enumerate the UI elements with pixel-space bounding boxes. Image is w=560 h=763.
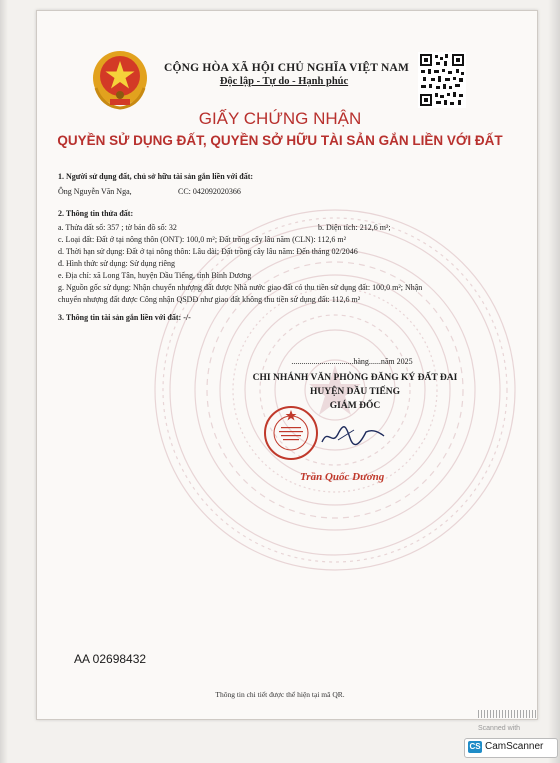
owner-id: CC: 042092020366 xyxy=(178,187,241,196)
section3-heading: 3. Thông tin tài sản gắn liền với đất: -/- xyxy=(58,313,191,322)
owner-name: Ông Nguyễn Văn Nga, xyxy=(58,187,132,196)
handwritten-signature xyxy=(318,422,388,450)
barcode-strip xyxy=(478,710,538,718)
usage-origin-line1: g. Nguồn gốc sử dụng: Nhận chuyển nhượng đất được Nhà nước giao đất có thu tiền sử dụng đất: 100,0 m²; Nhận xyxy=(58,283,423,292)
camscanner-label: CamScanner xyxy=(485,741,544,752)
section2-heading: 2. Thông tin thửa đất: xyxy=(58,209,134,218)
section1-heading: 1. Người sử dụng đất, chủ sở hữu tài sản gắn liền với đất: xyxy=(58,172,254,181)
qr-code[interactable] xyxy=(418,52,466,108)
national-emblem xyxy=(88,48,152,112)
scanned-with-label: Scanned with xyxy=(478,725,521,732)
nation-header: CỘNG HÒA XÃ HỘI CHỦ NGHĨA VIỆT NAM xyxy=(164,62,410,74)
parcel-address: e. Địa chỉ: xã Long Tân, huyện Dầu Tiếng, tỉnh Bình Dương xyxy=(58,271,252,280)
usage-origin-line2: chuyển nhượng đất được Công nhận QSDĐ như giao đất không thu tiền sử dụng đất: 112,6 m² xyxy=(58,295,361,304)
certificate-serial: AA 02698432 xyxy=(74,652,147,666)
signer-name: Trần Quốc Dương xyxy=(300,471,385,483)
signer-role: GIÁM ĐỐC xyxy=(329,401,381,411)
land-type: c. Loại đất: Đất ở tại nông thôn (ONT): 100,0 m²; Đất trồng cây lâu năm (CLN): 112,6 m² xyxy=(58,235,347,244)
parcel-number: a. Thửa đất số: 357 ; tờ bản đồ số: 32 xyxy=(58,223,177,232)
parcel-area: b. Diện tích: 212,6 m²; xyxy=(318,223,391,232)
issue-date: ...............................hàng......năm 2025 xyxy=(291,357,413,366)
certificate-title: GIẤY CHỨNG NHẬN xyxy=(198,109,362,128)
certificate-subtitle: QUYỀN SỬ DỤNG ĐẤT, QUYỀN SỞ HỮU TÀI SẢN GẮN LIỀN VỚI ĐẤT xyxy=(57,133,503,148)
camscanner-icon: CS xyxy=(469,742,481,751)
issuing-office: CHI NHÁNH VĂN PHÒNG ĐĂNG KÝ ĐẤT ĐAI xyxy=(252,373,458,383)
usage-term: d. Thời hạn sử dụng: Đất ở tại nông thôn: Lâu dài; Đất trồng cây lâu năm: Đến tháng 02/2046 xyxy=(58,247,358,256)
qr-footnote: Thông tin chi tiết được thể hiện tại mã QR. xyxy=(215,690,345,699)
official-seal xyxy=(263,405,319,461)
national-motto: Độc lập - Tự do - Hạnh phúc xyxy=(219,76,349,87)
usage-form: đ. Hình thức sử dụng: Sử dụng riêng xyxy=(58,259,176,268)
issuing-district: HUYỆN DẦU TIẾNG xyxy=(309,387,401,397)
